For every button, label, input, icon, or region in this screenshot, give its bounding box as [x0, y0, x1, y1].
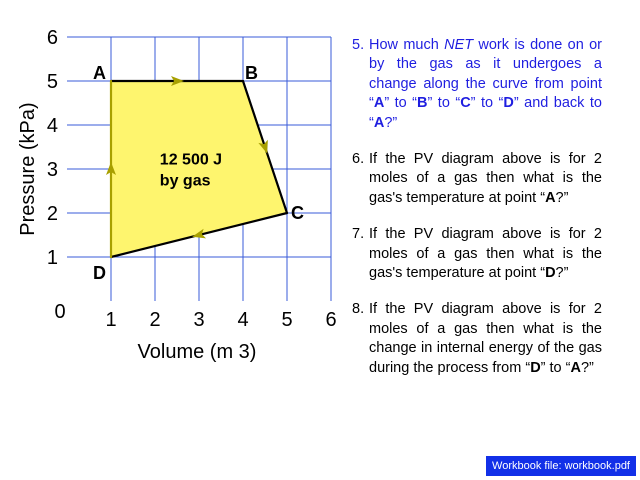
y-tick-label: 4 — [46, 115, 58, 137]
vertex-label-c: C — [291, 203, 304, 223]
x-tick-label: 2 — [149, 309, 161, 331]
x-tick-label: 1 — [105, 309, 117, 331]
cycle-area — [111, 81, 287, 257]
y-tick-label: 2 — [46, 203, 58, 225]
question-text-run: D — [530, 359, 541, 376]
question-8 — [352, 300, 602, 378]
question-text-run: ?” — [384, 114, 398, 131]
y-tick-label: 1 — [46, 247, 58, 269]
x-tick-label: 4 — [237, 309, 249, 331]
question-number: 5. — [352, 37, 365, 53]
question-text — [369, 150, 602, 208]
question-text-run: ” to “ — [540, 359, 571, 376]
question-text-run: C — [460, 95, 471, 112]
question-text-run: ” to “ — [384, 95, 418, 112]
x-tick-label: 6 — [325, 309, 337, 331]
question-text-run: D — [503, 95, 514, 112]
question-text — [369, 225, 602, 283]
vertex-label-b: B — [245, 63, 258, 83]
question-text-run: How much — [369, 37, 445, 53]
question-text-run: A — [545, 189, 556, 206]
question-text-run: work is done on or by the gas as it undergoes a change along the curve from point “ — [369, 37, 602, 112]
question-text — [369, 300, 602, 378]
question-text-run: A — [373, 114, 385, 131]
y-tick-label: 5 — [46, 71, 58, 93]
question-text-run: D — [545, 265, 556, 282]
question-number: 8. — [352, 301, 365, 318]
question-text-run: If the PV diagram above is for 2 moles of a gas then what is the change in internal energy of the gas during the process from “ — [369, 301, 602, 376]
question-text-run: B — [417, 95, 428, 112]
question-text-run: A — [570, 359, 581, 376]
work-annotation: 12 500 J — [159, 151, 223, 169]
question-text-run: ” to “ — [470, 95, 504, 112]
y-tick-label: 3 — [46, 159, 58, 181]
question-text — [369, 36, 602, 133]
x-axis-label: Volume (m 3) — [137, 341, 257, 363]
question-6 — [352, 150, 602, 208]
y-tick-label: 6 — [46, 27, 58, 49]
vertex-label-a: A — [93, 63, 106, 83]
question-text-run: ?” — [580, 359, 594, 376]
question-text-run: ” and back to “ — [369, 95, 602, 131]
question-number: 7. — [352, 226, 365, 243]
y-axis-label: Pressure (kPa) — [17, 102, 39, 236]
question-text-run: If the PV diagram above is for 2 moles of a gas then what is the gas's temperature at point “ — [369, 226, 602, 282]
question-text-run: If the PV diagram above is for 2 moles of a gas then what is the gas's temperature at point “ — [369, 151, 602, 206]
question-text-run: ?” — [555, 189, 569, 206]
workbook-file-link[interactable]: Workbook file: workbook.pdf — [486, 456, 636, 476]
question-text-run: NET — [444, 37, 474, 53]
pv-diagram — [0, 0, 345, 372]
x-tick-label: 5 — [281, 309, 293, 331]
question-5 — [352, 36, 602, 133]
x-tick-label: 3 — [193, 309, 205, 331]
question-number: 6. — [352, 151, 365, 168]
work-annotation: by gas — [159, 172, 211, 190]
question-text-run: A — [373, 95, 385, 112]
y-tick-label: 0 — [54, 301, 66, 323]
question-list — [352, 36, 602, 395]
question-text-run: ?” — [555, 265, 569, 282]
question-7 — [352, 225, 602, 283]
vertex-label-d: D — [93, 263, 106, 283]
question-text-run: ” to “ — [427, 95, 461, 112]
